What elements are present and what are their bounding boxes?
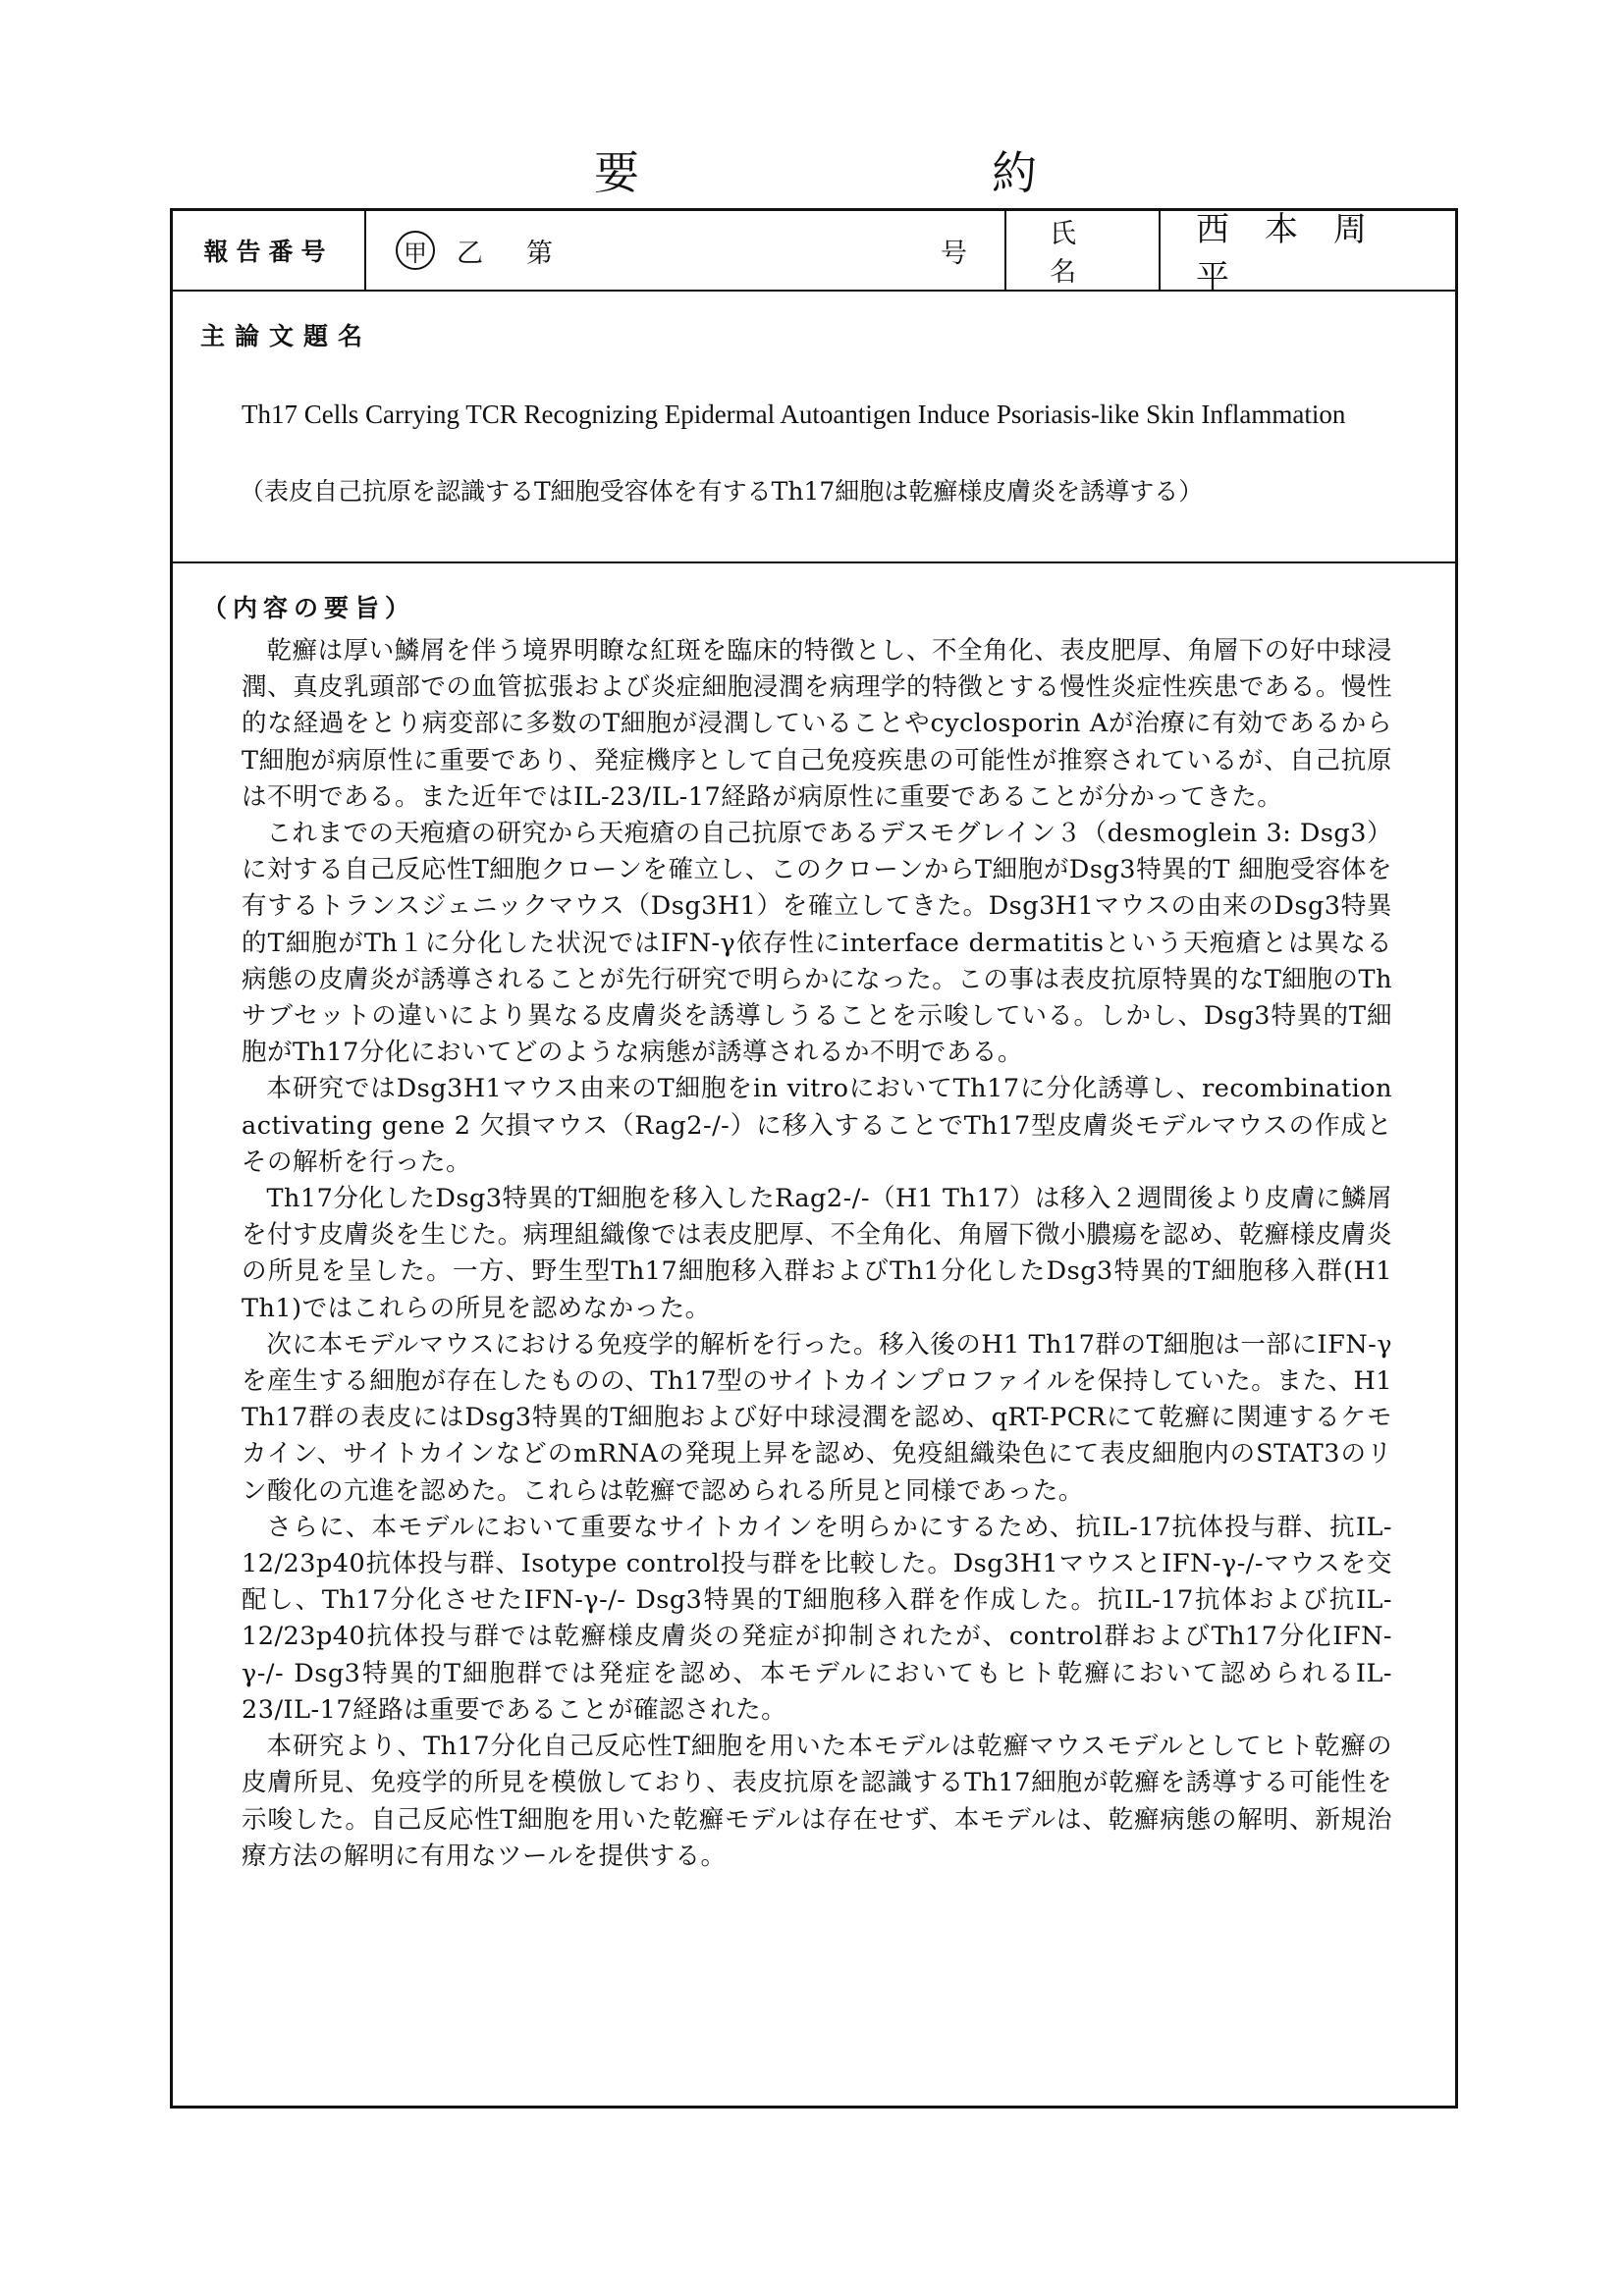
summary-paragraph: さらに、本モデルにおいて重要なサイトカインを明らかにするため、抗IL-17抗体投与群、抗IL-12/23p40抗体投与群、Isotype control投与群を比較した。Dsg3H1マウスとIFN-γ-/-マウスを交配し、Th17分化させたIFN-γ-/- Dsg3特異的T細胞移入群を作成した。抗IL-17抗体および抗IL-12/23p40抗体投与群では乾癬様皮膚炎の発症が抑制されたが、control群およびTh17分化IFN-γ-/- Dsg3特異的T細胞群では発症を認め、本モデルにおいてもヒト乾癬において認められるIL-23/IL-17経路は重要であることが確認された。 — [242, 1512, 1392, 1725]
page-heading-right: 約 — [992, 146, 1039, 199]
page-heading-left: 要 — [594, 146, 641, 199]
row-divider — [173, 290, 1455, 292]
content-summary-body — [242, 633, 1392, 1875]
summary-form — [170, 208, 1458, 2109]
summary-paragraph: Th17分化したDsg3特異的T細胞を移入したRag2-/-（H1 Th17）は移入２週間後より皮膚に鱗屑を付す皮膚炎を生じた。病理組織像では表皮肥厚、不全角化、角層下微小膿瘍を認め、乾癬様皮膚炎の所見を呈した。一方、野生型Th17細胞移入群およびTh1分化したDsg3特異的T細胞移入群(H1 Th1)ではこれらの所見を認めなかった。 — [242, 1184, 1392, 1323]
thesis-title-label: 主論文題名 — [200, 322, 373, 350]
report-number-field — [366, 211, 1004, 290]
row-divider — [173, 561, 1455, 563]
report-number-label: 報告番号 — [203, 238, 334, 266]
thesis-title-english: Th17 Cells Carrying TCR Recognizing Epidermal Autoantigen Induce Psoriasis-like Skin Inflammation — [242, 400, 1346, 429]
otsu-label: 乙 — [457, 238, 483, 269]
author-name: 西本周平 — [1196, 210, 1402, 297]
summary-paragraph: 本研究より、Th17分化自己反応性T細胞を用いた本モデルは乾癬マウスモデルとしてヒト乾癬の皮膚所見、免疫学的所見を模倣しており、表皮抗原を認識するTh17細胞が乾癬を誘導する可能性を示唆した。自己反応性T細胞を用いた乾癬モデルは存在せず、本モデルは、乾癬病態の解明、新規治療方法の解明に有用なツールを提供する。 — [242, 1732, 1392, 1871]
thesis-title-japanese: （表皮自己抗原を認識するT細胞受容体を有するTh17細胞は乾癬様皮膚炎を誘導する） — [240, 477, 1204, 506]
summary-paragraph: これまでの天疱瘡の研究から天疱瘡の自己抗原であるデスモグレイン３（desmoglein 3: Dsg3）に対する自己反応性T細胞クローンを確立し、このクローンからT細胞がDsg3特異的T 細胞受容体を有するトランスジェニックマウス（Dsg3H1）を確立してきた。Dsg3H1マウスの由来のDsg3特異的T細胞がTh１に分化した状況ではIFN-γ依存性にinterface dermatitisという天疱瘡とは異なる病態の皮膚炎が誘導されることが先行研究で明らかになった。この事は表皮抗原特異的なT細胞のThサブセットの違いにより異なる皮膚炎を誘導しうることを示唆している。しかし、Dsg3特異的T細胞がTh17分化においてどのような病態が誘導されるか不明である。 — [242, 819, 1392, 1068]
ko-circle-mark: 甲 — [396, 231, 435, 270]
dai-label: 第 — [526, 238, 553, 269]
go-label: 号 — [941, 238, 967, 269]
summary-paragraph: 乾癬は厚い鱗屑を伴う境界明瞭な紅斑を臨床的特徴とし、不全角化、表皮肥厚、角層下の好中球浸潤、真皮乳頭部での血管拡張および炎症細胞浸潤を病理学的特徴とする慢性炎症性疾患である。慢性的な経過をとり病変部に多数のT細胞が浸潤していることやcyclosporin Aが治療に有効であるからT細胞が病原性に重要であり、発症機序として自己免疫疾患の可能性が推察されているが、自己抗原は不明である。また近年ではIL-23/IL-17経路が病原性に重要であることが分かってきた。 — [242, 636, 1392, 812]
summary-paragraph: 本研究ではDsg3H1マウス由来のT細胞をin vitroにおいてTh17に分化誘導し、recombination activating gene 2 欠損マウス（Rag2-/-）に移入することでTh17型皮膚炎モデルマウスの作成とその解析を行った。 — [242, 1074, 1392, 1177]
content-summary-label: （内容の要旨） — [202, 594, 416, 622]
name-label: 氏名 — [1050, 219, 1119, 288]
summary-paragraph: 次に本モデルマウスにおける免疫学的解析を行った。移入後のH1 Th17群のT細胞は一部にIFN-γを産生する細胞が存在したものの、Th17型のサイトカインプロファイルを保持していた。また、H1 Th17群の表皮にはDsg3特異的T細胞および好中球浸潤を認め、qRT-PCRにて乾癬に関連するケモカイン、サイトカインなどのmRNAの発現上昇を認め、免疫組織染色にて表皮細胞内のSTAT3のリン酸化の亢進を認めた。これらは乾癬で認められる所見と同様であった。 — [242, 1329, 1392, 1506]
